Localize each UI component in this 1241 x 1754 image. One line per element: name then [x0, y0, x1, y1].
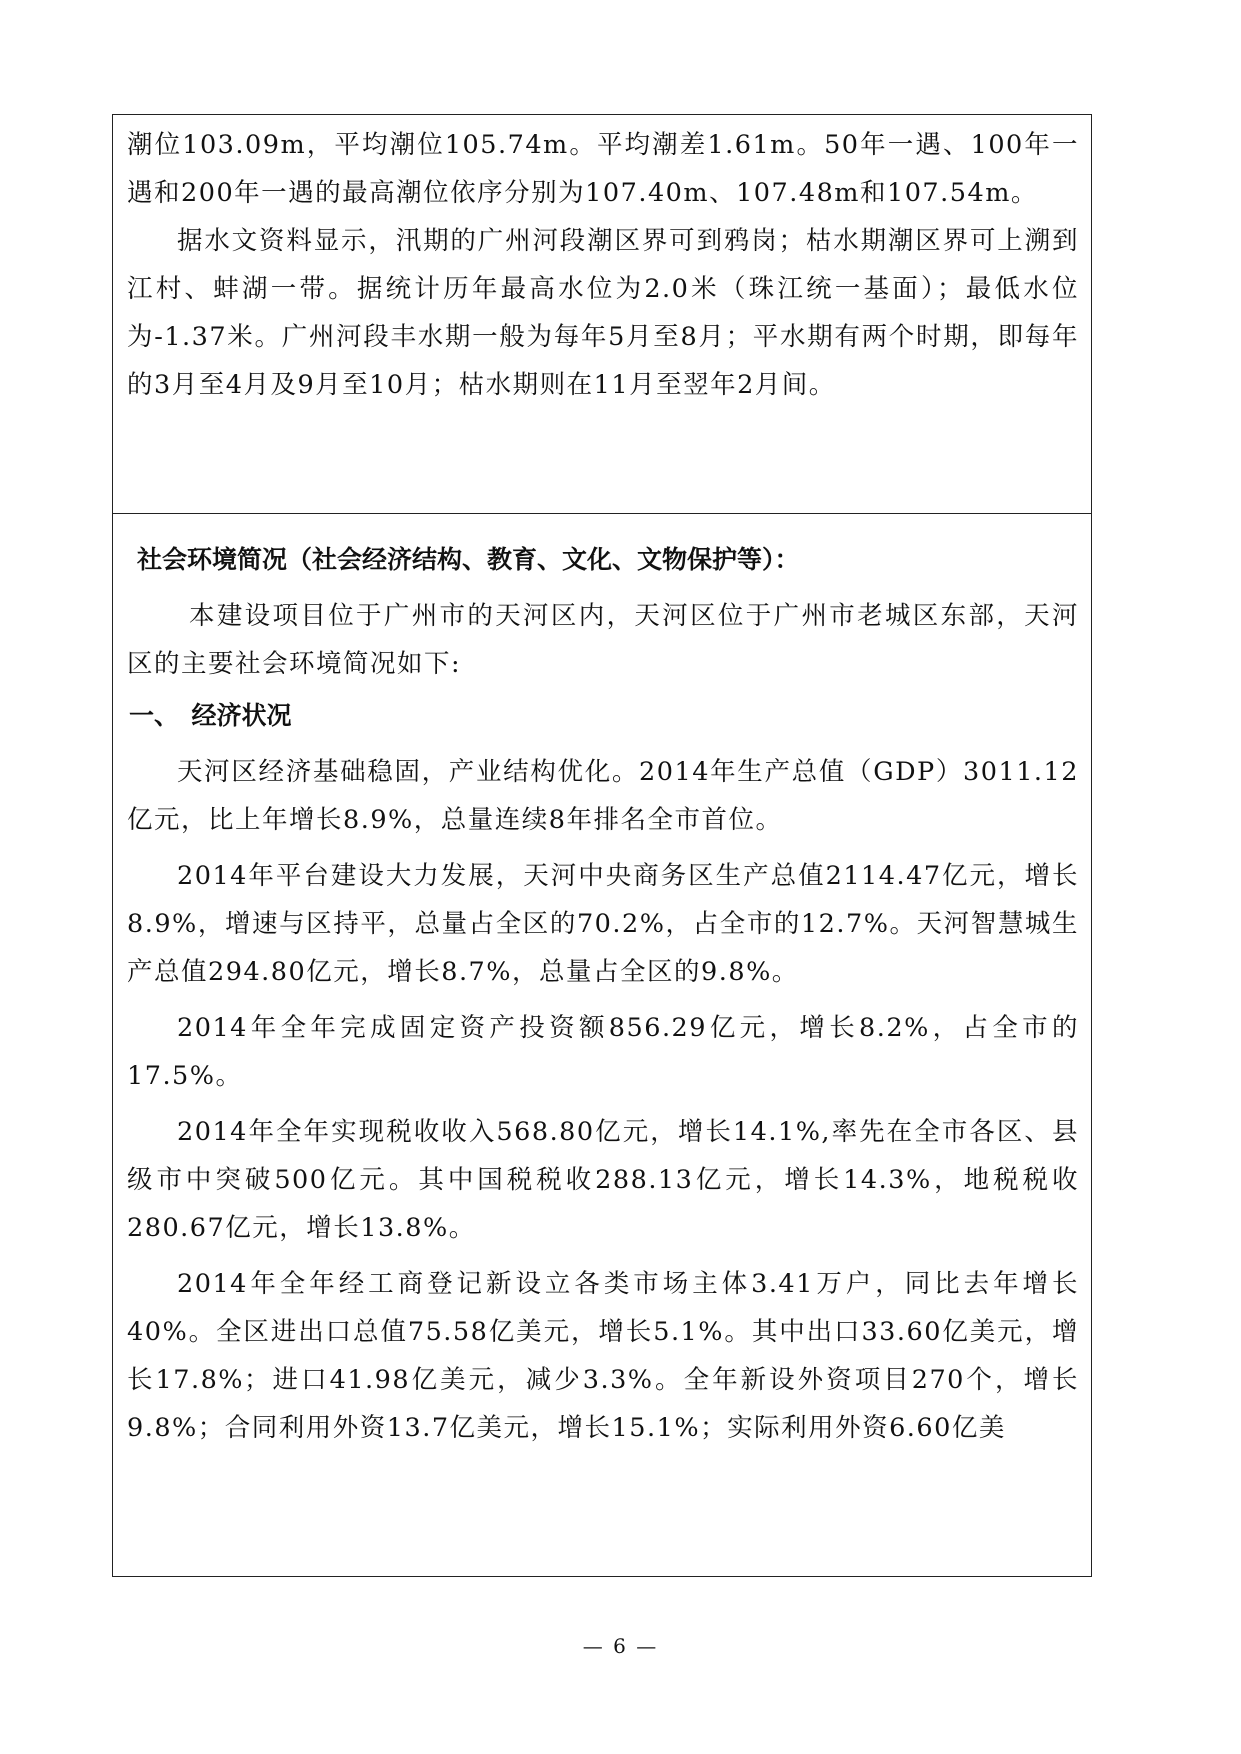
- hydrology-water-level-paragraph: 据水文资料显示，汛期的广州河段潮区界可到鸦岗；枯水期潮区界可上溯到江村、蚌湖一带。据统计历年最高水位为2.0米（珠江统一基面）；最低水位为-1.37米。广州河段丰水期一般为每年5月至8月；平水期有两个时期，即每年的3月至4月及9月至10月；枯水期则在11月至翌年2月间。: [127, 226, 1079, 400]
- hydrology-tide-paragraph: 潮位103.09m，平均潮位105.74m。平均潮差1.61m。50年一遇、100年一遇和200年一遇的最高潮位依序分别为107.40m、107.48m和107.54m。: [127, 130, 1079, 208]
- economy-paragraph-gdp: 天河区经济基础稳固，产业结构优化。2014年生产总值（GDP）3011.12亿元，比上年增长8.9%，总量连续8年排名全市首位。: [127, 757, 1079, 835]
- page-number: — 6 —: [582, 1634, 659, 1658]
- section-intro: 本建设项目位于广州市的天河区内，天河区位于广州市老城区东部，天河区的主要社会环境简况如下:: [127, 601, 1079, 679]
- hydrology-section-box: [112, 114, 1092, 514]
- economy-paragraph-investment: 2014年全年完成固定资产投资额856.29亿元，增长8.2%，占全市的17.5%。: [127, 1013, 1079, 1091]
- social-environment-section-box: [112, 513, 1092, 1577]
- economy-paragraph-tax: 2014年全年实现税收收入568.80亿元，增长14.1%,率先在全市各区、县级市中突破500亿元。其中国税税收288.13亿元，增长14.3%，地税税收280.67亿元，增长13.8%。: [127, 1117, 1079, 1243]
- social-environment-section-content: [127, 536, 1079, 1452]
- economy-paragraph-trade: 2014年全年经工商登记新设立各类市场主体3.41万户，同比去年增长40%。全区进出口总值75.58亿美元，增长5.1%。其中出口33.60亿美元，增长17.8%；进口41.98亿美元，减少3.3%。全年新设外资项目270个，增长9.8%；合同利用外资13.7亿美元，增长15.1%；实际利用外资6.60亿美: [127, 1269, 1079, 1443]
- section-title: 社会环境简况（社会经济结构、教育、文化、文物保护等）：: [137, 545, 800, 574]
- economy-subheading: 一、 经济状况: [129, 701, 292, 730]
- economy-paragraph-cbd: 2014年平台建设大力发展，天河中央商务区生产总值2114.47亿元，增长8.9%，增速与区持平，总量占全区的70.2%，占全市的12.7%。天河智慧城生产总值294.80亿元，增长8.7%，总量占全区的9.8%。: [127, 861, 1079, 987]
- hydrology-section-content: [127, 121, 1079, 409]
